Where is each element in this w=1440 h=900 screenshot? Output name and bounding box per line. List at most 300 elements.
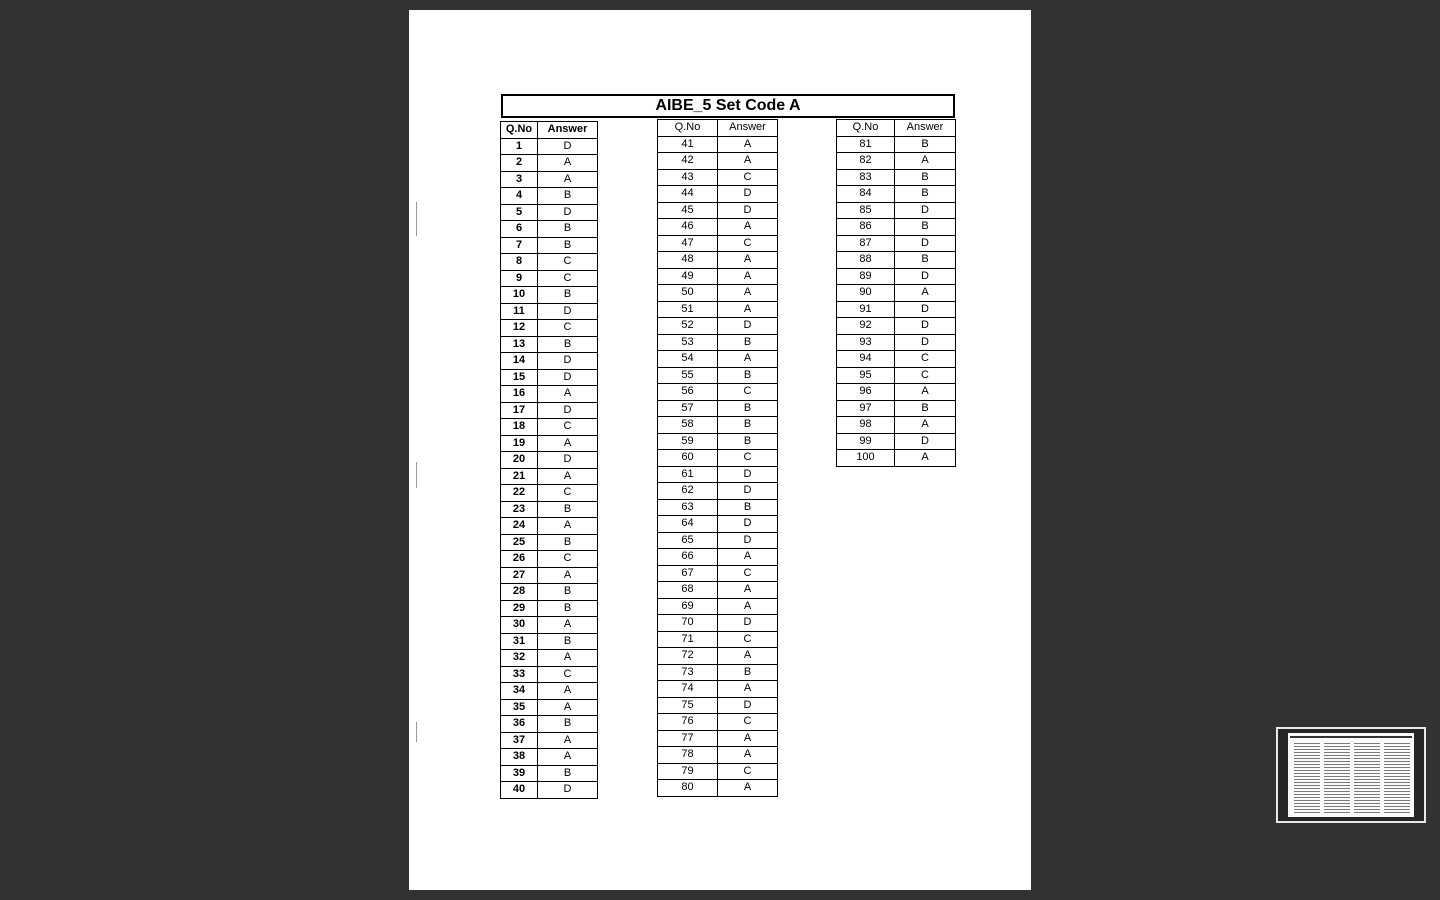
document-page	[409, 10, 1031, 890]
question-number: 25	[501, 534, 538, 551]
table-row	[501, 485, 598, 502]
question-number: 93	[837, 334, 895, 351]
question-number: 38	[501, 749, 538, 766]
question-number: 60	[658, 450, 718, 467]
question-number: 73	[658, 664, 718, 681]
answer-value: B	[895, 169, 956, 186]
table-row	[837, 153, 956, 170]
table-row	[658, 730, 778, 747]
table-row	[501, 221, 598, 238]
answer-value: C	[538, 666, 598, 683]
answer-value: A	[718, 268, 778, 285]
answer-value: B	[718, 334, 778, 351]
table-row	[501, 617, 598, 634]
table-row	[837, 384, 956, 401]
table-row	[501, 765, 598, 782]
answer-value: A	[538, 683, 598, 700]
question-number: 61	[658, 466, 718, 483]
table-row	[658, 169, 778, 186]
question-number: 20	[501, 452, 538, 469]
table-row	[837, 219, 956, 236]
answer-value: A	[718, 582, 778, 599]
question-number: 66	[658, 549, 718, 566]
table-row	[837, 334, 956, 351]
table-row	[501, 402, 598, 419]
answer-table-81-100	[836, 119, 956, 467]
answer-value: A	[895, 384, 956, 401]
question-number: 30	[501, 617, 538, 634]
table-row	[837, 417, 956, 434]
question-number: 28	[501, 584, 538, 601]
table-row	[501, 138, 598, 155]
table-row	[658, 268, 778, 285]
question-number: 90	[837, 285, 895, 302]
qno-header: Q.No	[658, 120, 718, 137]
question-number: 37	[501, 732, 538, 749]
question-number: 12	[501, 320, 538, 337]
table-row	[501, 551, 598, 568]
question-number: 64	[658, 516, 718, 533]
answer-value: C	[538, 270, 598, 287]
question-number: 42	[658, 153, 718, 170]
answer-value: A	[718, 252, 778, 269]
answer-value: B	[538, 716, 598, 733]
answer-value: A	[718, 219, 778, 236]
answer-value: D	[718, 532, 778, 549]
question-number: 74	[658, 681, 718, 698]
table-row	[658, 384, 778, 401]
answer-value: B	[718, 499, 778, 516]
answer-value: A	[538, 617, 598, 634]
answer-value: D	[718, 318, 778, 335]
table-row	[658, 351, 778, 368]
question-number: 89	[837, 268, 895, 285]
answer-value: C	[718, 450, 778, 467]
question-number: 21	[501, 468, 538, 485]
table-row	[501, 204, 598, 221]
answer-value: D	[718, 202, 778, 219]
answer-value: B	[538, 534, 598, 551]
question-number: 81	[837, 136, 895, 153]
table-row	[501, 386, 598, 403]
question-number: 16	[501, 386, 538, 403]
question-number: 13	[501, 336, 538, 353]
table-row	[837, 169, 956, 186]
question-number: 97	[837, 400, 895, 417]
answer-value: D	[538, 452, 598, 469]
question-number: 32	[501, 650, 538, 667]
answer-value: A	[538, 699, 598, 716]
answer-value: A	[718, 648, 778, 665]
question-number: 35	[501, 699, 538, 716]
answer-value: A	[538, 650, 598, 667]
answer-header: Answer	[718, 120, 778, 137]
question-number: 82	[837, 153, 895, 170]
question-number: 72	[658, 648, 718, 665]
table-row	[501, 155, 598, 172]
question-number: 92	[837, 318, 895, 335]
table-row	[501, 534, 598, 551]
table-row	[501, 584, 598, 601]
table-row	[658, 153, 778, 170]
table-row	[837, 235, 956, 252]
table-row	[501, 452, 598, 469]
answer-value: A	[895, 285, 956, 302]
answer-value: A	[538, 749, 598, 766]
table-row	[658, 615, 778, 632]
table-row	[658, 202, 778, 219]
question-number: 88	[837, 252, 895, 269]
answer-value: A	[538, 171, 598, 188]
question-number: 85	[837, 202, 895, 219]
answer-value: B	[895, 219, 956, 236]
table-row	[658, 450, 778, 467]
table-row	[658, 417, 778, 434]
answer-value: B	[718, 417, 778, 434]
qno-header: Q.No	[837, 120, 895, 137]
question-number: 59	[658, 433, 718, 450]
question-number: 67	[658, 565, 718, 582]
table-row	[658, 582, 778, 599]
question-number: 22	[501, 485, 538, 502]
answer-value: D	[718, 483, 778, 500]
question-number: 29	[501, 600, 538, 617]
table-row	[501, 369, 598, 386]
table-row	[501, 650, 598, 667]
answer-value: D	[895, 334, 956, 351]
question-number: 26	[501, 551, 538, 568]
question-number: 69	[658, 598, 718, 615]
answer-value: D	[718, 186, 778, 203]
answer-value: C	[538, 419, 598, 436]
question-number: 48	[658, 252, 718, 269]
scan-mark	[416, 202, 417, 236]
table-row	[658, 681, 778, 698]
answer-value: B	[718, 664, 778, 681]
table-row	[501, 353, 598, 370]
table-row	[501, 518, 598, 535]
answer-value: B	[895, 136, 956, 153]
table-row	[501, 188, 598, 205]
table-row	[658, 400, 778, 417]
table-row	[658, 301, 778, 318]
table-row	[501, 699, 598, 716]
table-row	[501, 600, 598, 617]
question-number: 54	[658, 351, 718, 368]
table-row	[658, 697, 778, 714]
answer-value: D	[538, 369, 598, 386]
table-row	[501, 171, 598, 188]
question-number: 44	[658, 186, 718, 203]
question-number: 10	[501, 287, 538, 304]
table-row	[837, 285, 956, 302]
answer-value: B	[538, 584, 598, 601]
table-row	[658, 780, 778, 797]
question-number: 65	[658, 532, 718, 549]
question-number: 27	[501, 567, 538, 584]
table-row	[658, 433, 778, 450]
answer-value: A	[538, 155, 598, 172]
question-number: 79	[658, 763, 718, 780]
question-number: 2	[501, 155, 538, 172]
question-number: 62	[658, 483, 718, 500]
answer-value: D	[538, 204, 598, 221]
answer-value: A	[718, 681, 778, 698]
question-number: 46	[658, 219, 718, 236]
table-row	[501, 320, 598, 337]
table-row	[501, 237, 598, 254]
table-row	[501, 732, 598, 749]
answer-value: A	[895, 153, 956, 170]
question-number: 94	[837, 351, 895, 368]
table-row	[658, 318, 778, 335]
question-number: 86	[837, 219, 895, 236]
table-row	[658, 186, 778, 203]
table-row	[837, 351, 956, 368]
question-number: 17	[501, 402, 538, 419]
question-number: 55	[658, 367, 718, 384]
answer-value: A	[538, 468, 598, 485]
answer-value: D	[718, 697, 778, 714]
answer-value: C	[718, 631, 778, 648]
table-row	[658, 252, 778, 269]
question-number: 70	[658, 615, 718, 632]
table-row	[501, 501, 598, 518]
table-row	[501, 782, 598, 799]
answer-value: C	[538, 254, 598, 271]
question-number: 18	[501, 419, 538, 436]
question-number: 23	[501, 501, 538, 518]
answer-key-title: AIBE_5 Set Code A	[501, 94, 955, 118]
question-number: 98	[837, 417, 895, 434]
table-row	[837, 202, 956, 219]
answer-value: A	[718, 549, 778, 566]
answer-value: D	[718, 615, 778, 632]
question-number: 11	[501, 303, 538, 320]
answer-value: C	[718, 169, 778, 186]
answer-value: B	[538, 633, 598, 650]
table-row	[837, 252, 956, 269]
answer-value: C	[718, 714, 778, 731]
question-number: 83	[837, 169, 895, 186]
table-row	[501, 633, 598, 650]
table-row	[658, 136, 778, 153]
table-row	[658, 532, 778, 549]
answer-value: A	[718, 285, 778, 302]
answer-value: A	[718, 153, 778, 170]
table-row	[658, 763, 778, 780]
table-row	[658, 714, 778, 731]
question-number: 6	[501, 221, 538, 238]
answer-value: C	[538, 320, 598, 337]
answer-value: B	[538, 336, 598, 353]
table-row	[658, 285, 778, 302]
table-row	[501, 435, 598, 452]
question-number: 36	[501, 716, 538, 733]
answer-value: B	[718, 400, 778, 417]
table-row	[501, 254, 598, 271]
table-row	[658, 483, 778, 500]
answer-value: D	[538, 353, 598, 370]
question-number: 63	[658, 499, 718, 516]
question-number: 31	[501, 633, 538, 650]
table-row	[837, 400, 956, 417]
answer-header: Answer	[895, 120, 956, 137]
answer-value: C	[718, 763, 778, 780]
answer-value: C	[718, 384, 778, 401]
answer-value: B	[895, 400, 956, 417]
question-number: 78	[658, 747, 718, 764]
table-row	[837, 186, 956, 203]
answer-value: D	[538, 782, 598, 799]
question-number: 15	[501, 369, 538, 386]
table-row	[658, 334, 778, 351]
table-row	[501, 336, 598, 353]
question-number: 100	[837, 450, 895, 467]
answer-value: A	[718, 136, 778, 153]
table-row	[658, 664, 778, 681]
answer-value: A	[538, 386, 598, 403]
question-number: 57	[658, 400, 718, 417]
question-number: 19	[501, 435, 538, 452]
question-number: 96	[837, 384, 895, 401]
answer-value: C	[538, 485, 598, 502]
table-row	[658, 466, 778, 483]
question-number: 71	[658, 631, 718, 648]
table-row	[658, 499, 778, 516]
answer-value: A	[538, 567, 598, 584]
question-number: 91	[837, 301, 895, 318]
answer-value: A	[538, 435, 598, 452]
answer-value: A	[718, 747, 778, 764]
answer-value: D	[895, 433, 956, 450]
question-number: 53	[658, 334, 718, 351]
answer-value: B	[538, 287, 598, 304]
question-number: 33	[501, 666, 538, 683]
thumbnail-page-preview	[1288, 733, 1414, 817]
table-row	[501, 749, 598, 766]
answer-value: D	[895, 268, 956, 285]
question-number: 56	[658, 384, 718, 401]
answer-value: C	[895, 367, 956, 384]
question-number: 9	[501, 270, 538, 287]
table-row	[658, 219, 778, 236]
answer-value: A	[895, 417, 956, 434]
answer-value: C	[718, 235, 778, 252]
table-row	[837, 136, 956, 153]
question-number: 75	[658, 697, 718, 714]
answer-value: B	[718, 367, 778, 384]
question-number: 76	[658, 714, 718, 731]
question-number: 40	[501, 782, 538, 799]
scan-mark	[416, 722, 417, 742]
question-number: 43	[658, 169, 718, 186]
table-row	[837, 301, 956, 318]
answer-value: C	[895, 351, 956, 368]
question-number: 77	[658, 730, 718, 747]
question-number: 7	[501, 237, 538, 254]
table-row	[501, 270, 598, 287]
table-row	[501, 468, 598, 485]
answer-value: A	[718, 301, 778, 318]
question-number: 39	[501, 765, 538, 782]
table-row	[501, 666, 598, 683]
answer-value: C	[718, 565, 778, 582]
table-row	[837, 433, 956, 450]
question-number: 50	[658, 285, 718, 302]
scan-mark	[416, 462, 417, 488]
question-number: 5	[501, 204, 538, 221]
answer-value: A	[538, 518, 598, 535]
answer-value: B	[538, 765, 598, 782]
question-number: 47	[658, 235, 718, 252]
question-number: 4	[501, 188, 538, 205]
question-number: 34	[501, 683, 538, 700]
answer-value: B	[538, 600, 598, 617]
table-row	[658, 631, 778, 648]
answer-value: B	[895, 252, 956, 269]
qno-header: Q.No	[501, 122, 538, 139]
question-number: 87	[837, 235, 895, 252]
table-row	[837, 318, 956, 335]
answer-value: C	[538, 551, 598, 568]
answer-value: B	[538, 237, 598, 254]
question-number: 58	[658, 417, 718, 434]
answer-value: D	[895, 318, 956, 335]
table-row	[501, 716, 598, 733]
answer-value: B	[538, 501, 598, 518]
answer-value: A	[538, 732, 598, 749]
answer-value: A	[895, 450, 956, 467]
question-number: 45	[658, 202, 718, 219]
table-row	[658, 648, 778, 665]
answer-value: D	[538, 303, 598, 320]
page-thumbnail[interactable]	[1276, 727, 1426, 823]
answer-value: D	[895, 235, 956, 252]
table-row	[658, 747, 778, 764]
question-number: 3	[501, 171, 538, 188]
table-row	[501, 683, 598, 700]
answer-value: A	[718, 780, 778, 797]
answer-value: D	[895, 301, 956, 318]
table-row	[501, 287, 598, 304]
table-row	[658, 235, 778, 252]
answer-value: B	[538, 188, 598, 205]
question-number: 1	[501, 138, 538, 155]
table-row	[658, 549, 778, 566]
answer-value: B	[895, 186, 956, 203]
question-number: 51	[658, 301, 718, 318]
answer-value: B	[718, 433, 778, 450]
table-row	[658, 367, 778, 384]
table-row	[837, 268, 956, 285]
table-row	[658, 565, 778, 582]
answer-value: D	[538, 402, 598, 419]
table-row	[501, 303, 598, 320]
answer-value: D	[895, 202, 956, 219]
answer-value: A	[718, 598, 778, 615]
question-number: 80	[658, 780, 718, 797]
table-row	[501, 567, 598, 584]
question-number: 8	[501, 254, 538, 271]
answer-value: D	[718, 466, 778, 483]
question-number: 68	[658, 582, 718, 599]
table-row	[658, 516, 778, 533]
answer-table-1-40	[500, 121, 598, 799]
answer-value: D	[718, 516, 778, 533]
answer-value: B	[538, 221, 598, 238]
answer-table-41-80	[657, 119, 778, 797]
